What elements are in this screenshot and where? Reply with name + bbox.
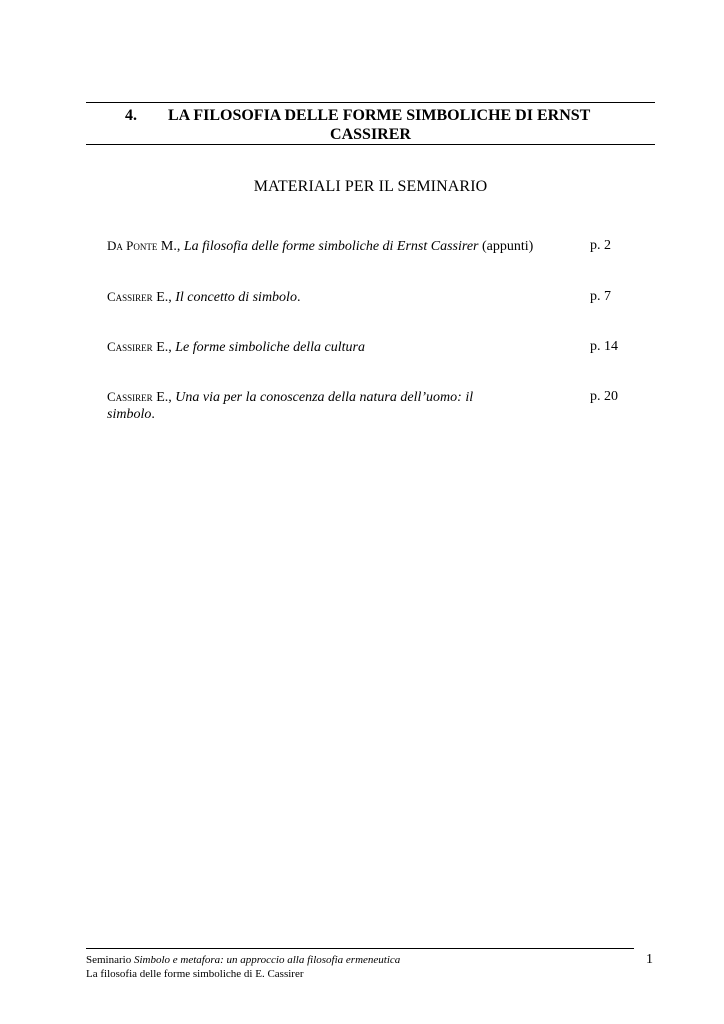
entry-author: Da Ponte [107, 238, 158, 253]
entry-author: Cassirer [107, 339, 153, 354]
entry-title: La filosofia delle forme simboliche di Ernst Cassirer [183, 239, 479, 254]
page-number: 1 [646, 952, 653, 967]
chapter-number: 4. [125, 107, 137, 124]
list-item [107, 338, 547, 356]
footer-seminar-prefix: Seminario [86, 954, 134, 966]
entry-author: Cassirer [107, 389, 153, 404]
chapter-title-text-2: CASSIRER [330, 126, 411, 143]
entry-author: Cassirer [107, 289, 153, 304]
section-heading: MATERIALI PER IL SEMINARIO [253, 178, 488, 195]
entry-title: Una via per la conoscenza della natura dell’uomo: il simbolo [107, 390, 474, 422]
entry-page-ref: p. 2 [590, 238, 611, 253]
list-item [107, 388, 507, 423]
title-top-rule [86, 102, 655, 103]
entry-author-initial: E., [152, 290, 176, 305]
footer-seminar-line [86, 954, 400, 967]
chapter-title-line1 [86, 106, 655, 125]
entry-suffix: . [296, 290, 301, 305]
entry-author-initial: E., [152, 390, 176, 405]
chapter-title [86, 106, 655, 144]
entry-suffix: . [151, 407, 155, 422]
entry-author-initial: M., [157, 239, 184, 254]
chapter-title-text-1: LA FILOSOFIA DELLE FORME SIMBOLICHE DI ERNST [168, 107, 591, 124]
footer-chapter-line: La filosofia delle forme simboliche di E. Cassirer [86, 968, 304, 980]
title-bottom-rule [86, 144, 655, 145]
entry-page-ref: p. 20 [590, 389, 618, 404]
entry-author-initial: E., [152, 340, 176, 355]
entry-page-ref: p. 7 [590, 289, 611, 304]
footer-seminar-title: Simbolo e metafora: un approccio alla filosofia ermeneutica [133, 954, 401, 966]
entry-suffix: (appunti) [478, 239, 534, 254]
entry-title: Le forme simboliche della cultura [175, 340, 366, 355]
entry-page-ref: p. 14 [590, 339, 618, 354]
list-item [107, 237, 547, 255]
footer-rule [86, 948, 634, 949]
list-item [107, 288, 547, 306]
entry-title: Il concetto di simbolo [175, 290, 297, 305]
